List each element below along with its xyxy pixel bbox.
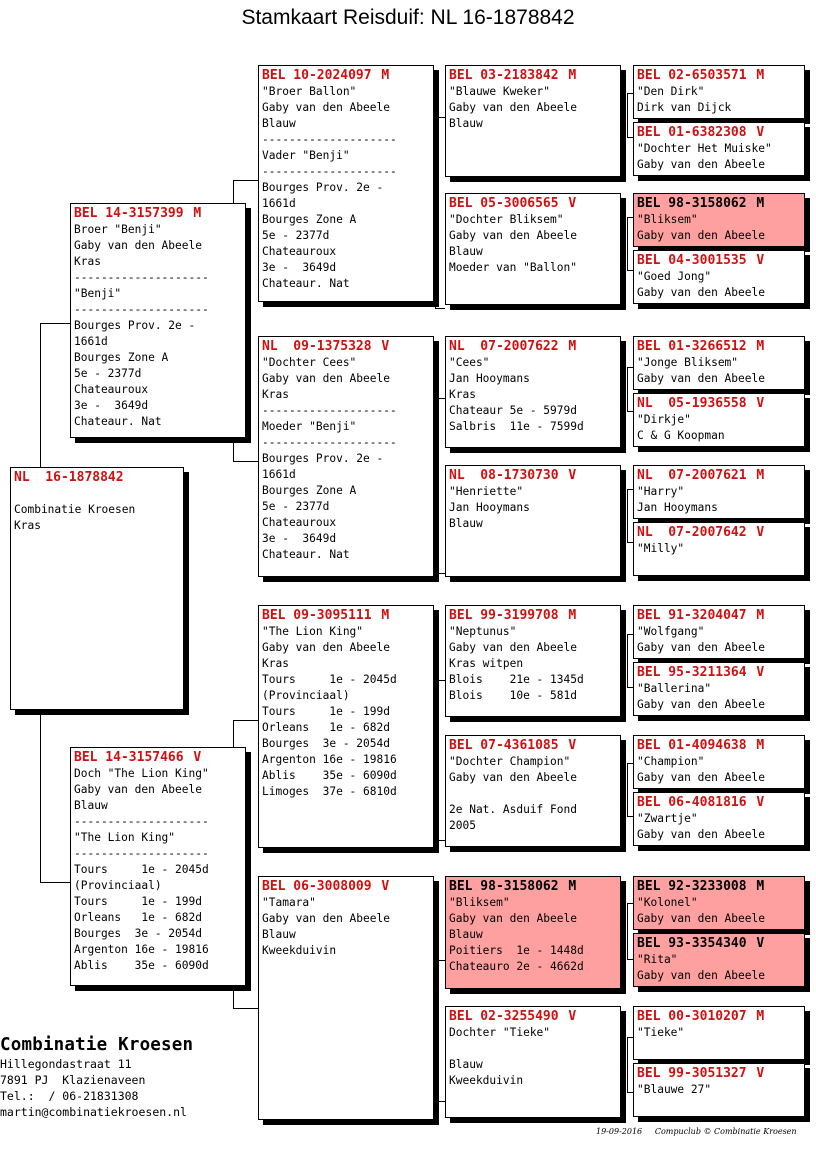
card-line: -------------------- [74, 303, 209, 316]
ring-number [637, 794, 801, 811]
card-line: 2e Nat. Asduif Fond [449, 803, 577, 816]
owner-phone: Tel.: / 06-21831308 [0, 1089, 139, 1103]
card-line: Gaby van den Abeele [637, 828, 765, 841]
connector-line [627, 93, 628, 137]
ring-number-text: BEL 06-3008009 [262, 879, 372, 894]
card-line: Kras [14, 519, 41, 532]
connector-line [435, 573, 445, 574]
card-line: Gaby van den Abeele [637, 158, 765, 171]
card-line: "Broer Ballon" [262, 85, 357, 98]
card-line: Chateaur. Nat [262, 548, 350, 561]
card-line: "Dirkje" [637, 413, 691, 426]
ring-number [449, 607, 617, 624]
ring-number [74, 749, 242, 766]
ring-number [262, 338, 430, 355]
card-line: Bourges Zone A [262, 484, 357, 497]
owner-street: Hillegondastraat 11 [0, 1057, 132, 1071]
card-line: Gaby van den Abeele [449, 101, 577, 114]
pigeon-card-great-great-grandparent [633, 605, 805, 659]
card-line: Orleans 1e - 682d [262, 721, 390, 734]
connector-line [627, 367, 628, 411]
pigeon-card-subject [10, 467, 184, 710]
pigeon-card-great-great-grandparent [633, 65, 805, 119]
card-line: 1661d [262, 197, 296, 210]
ring-number-text: BEL 93-3354340 [637, 936, 747, 951]
sex-marker: V [560, 738, 577, 753]
ring-number-text: BEL 91-3204047 [637, 608, 747, 623]
page-title: Stamkaart Reisduif: NL 16-1878842 [241, 6, 575, 29]
card-line: Tours 1e - 2045d [262, 673, 397, 686]
pigeon-card-great-great-grandparent [633, 122, 805, 176]
connector-line [435, 117, 445, 118]
card-line: -------------------- [74, 815, 209, 828]
pigeon-card-great-great-grandparent [633, 876, 805, 930]
ring-number-text: BEL 01-3266512 [637, 339, 747, 354]
connector-line [435, 680, 436, 840]
card-line: Gaby van den Abeele [262, 101, 390, 114]
card-line: Kras [262, 657, 289, 670]
pigeon-card-great-great-grandparent [633, 1006, 805, 1060]
card-line: "Champion" [637, 755, 705, 768]
sex-marker: V [560, 196, 577, 211]
connector-line [435, 960, 436, 1101]
pigeon-card-great-grandparent [445, 1006, 621, 1118]
card-line: Blauw [262, 928, 296, 941]
card-line: Blauw [449, 928, 483, 941]
card-line: Bourges Prov. 2e - [262, 181, 384, 194]
connector-line [627, 217, 628, 270]
ring-number [449, 195, 617, 212]
card-line: Dirk van Dijck [637, 101, 732, 114]
ring-number [14, 469, 180, 486]
connector-line [233, 461, 258, 462]
card-line: Kras [262, 388, 289, 401]
pigeon-card-great-great-grandparent [633, 193, 805, 247]
card-line: Jan Hooymans [449, 501, 530, 514]
connector-line [627, 763, 628, 816]
card-line: Gaby van den Abeele [637, 286, 765, 299]
connector-line [627, 1037, 628, 1092]
card-line: "Dochter Het Muiske" [637, 142, 772, 155]
ring-number [449, 737, 617, 754]
sex-marker: V [748, 125, 765, 140]
card-line: Gaby van den Abeele [637, 771, 765, 784]
card-line: Bourges 3e - 2054d [262, 737, 390, 750]
card-line: "The Lion King" [262, 625, 364, 638]
pigeon-card-great-grandparent [445, 876, 621, 989]
card-line: -------------------- [262, 404, 397, 417]
ring-number-text: BEL 98-3158062 [637, 196, 747, 211]
ring-number-text: NL 16-1878842 [14, 470, 124, 485]
card-line: Gaby van den Abeele [449, 641, 577, 654]
ring-number [262, 67, 430, 84]
connector-line [233, 720, 234, 747]
card-line: "Neptunus" [449, 625, 517, 638]
connector-line [233, 180, 234, 203]
card-line: Gaby van den Abeele [449, 912, 577, 925]
ring-number [449, 67, 617, 84]
card-line: Combinatie Kroesen [14, 503, 136, 516]
owner-city: 7891 PJ Klazienaveen [0, 1073, 146, 1087]
sex-marker: V [560, 468, 577, 483]
card-line: Limoges 37e - 6810d [262, 785, 397, 798]
ring-number-text: BEL 02-3255490 [449, 1009, 559, 1024]
sex-marker: V [748, 396, 765, 411]
connector-line [40, 710, 41, 882]
card-line: "Milly" [637, 542, 685, 555]
ring-number-text: BEL 05-3006565 [449, 196, 559, 211]
sex-marker: V [748, 253, 765, 268]
card-line: Jan Hooymans [449, 372, 530, 385]
connector-line [627, 634, 628, 687]
pigeon-card-great-great-grandparent [633, 792, 805, 846]
ring-number-text: BEL 92-3233008 [637, 879, 747, 894]
card-line: 5e - 2377d [262, 500, 330, 513]
pigeon-card-great-great-grandparent [633, 1063, 805, 1117]
card-line: "Goed Jong" [637, 270, 712, 283]
connector-line [233, 720, 258, 721]
ring-number-text: BEL 01-6382308 [637, 125, 747, 140]
card-line: "Dochter Cees" [262, 356, 357, 369]
card-line: -------------------- [262, 436, 397, 449]
ring-number [637, 195, 801, 212]
connector-line [435, 960, 445, 961]
card-line: Blois 21e - 1345d [449, 673, 584, 686]
connector-line [40, 323, 41, 470]
card-line: Chateauroux [262, 516, 337, 529]
card-line: Dochter "Tieke" [449, 1026, 551, 1039]
sex-marker: M [185, 206, 202, 221]
card-line: Kweekduivin [262, 944, 337, 957]
sex-marker: M [748, 1009, 765, 1024]
card-line [14, 486, 180, 502]
connector-line [435, 398, 436, 573]
card-line: Kweekduivin [449, 1074, 524, 1087]
card-line: "Ballerina" [637, 682, 712, 695]
sex-marker: V [748, 795, 765, 810]
connector-line [233, 180, 258, 181]
card-line: Kras [449, 388, 476, 401]
card-line: "Wolfgang" [637, 625, 705, 638]
card-line: 2005 [449, 819, 476, 832]
card-line: Bourges Zone A [262, 213, 357, 226]
card-line: Gaby van den Abeele [449, 229, 577, 242]
card-line: 5e - 2377d [74, 367, 142, 380]
pigeon-card-great-grandparent [445, 465, 621, 577]
card-line: Gaby van den Abeele [637, 372, 765, 385]
sex-marker: M [748, 879, 765, 894]
card-line: Chateaur 5e - 5979d [449, 404, 577, 417]
card-line: Bourges Zone A [74, 351, 169, 364]
card-line: Gaby van den Abeele [637, 641, 765, 654]
sex-marker: V [748, 936, 765, 951]
card-line: Gaby van den Abeele [449, 771, 577, 784]
card-line: Poitiers 1e - 1448d [449, 944, 584, 957]
card-line: 3e - 3649d [262, 261, 337, 274]
card-line: Tours 1e - 199d [74, 895, 202, 908]
card-line: Blauw [74, 799, 108, 812]
connector-line [233, 1008, 258, 1009]
pigeon-card-great-great-grandparent [633, 522, 805, 576]
card-line: Argenton 16e - 19816 [74, 943, 209, 956]
sex-marker: M [560, 339, 577, 354]
card-line: Chateauro 2e - 4662d [449, 960, 584, 973]
card-line: "Blauwe Kweker" [449, 85, 551, 98]
card-line: Gaby van den Abeele [637, 229, 765, 242]
card-line: "Tieke" [637, 1026, 685, 1039]
card-line: "Benji" [74, 287, 122, 300]
card-line: "Blauwe 27" [637, 1083, 712, 1096]
pigeon-card-great-grandparent [445, 735, 621, 847]
card-line: "Tamara" [262, 896, 316, 909]
card-line: C & G Koopman [637, 429, 725, 442]
card-line: "Kolonel" [637, 896, 698, 909]
pigeon-card-great-grandparent [445, 193, 621, 305]
ring-number [637, 395, 801, 412]
card-line: Kras [74, 255, 101, 268]
card-line: -------------------- [262, 133, 397, 146]
pigeon-card-great-great-grandparent [633, 662, 805, 716]
card-line: Gaby van den Abeele [262, 912, 390, 925]
card-line: -------------------- [262, 165, 397, 178]
pigeon-card-maternal-grandfather [258, 605, 434, 848]
ring-number-text: BEL 99-3199708 [449, 608, 559, 623]
ring-number-text: BEL 06-4081816 [637, 795, 747, 810]
ring-number-text: NL 08-1730730 [449, 468, 559, 483]
pigeon-card-great-great-grandparent [633, 250, 805, 304]
ring-number-text: NL 09-1375328 [262, 339, 372, 354]
ring-number [262, 878, 430, 895]
ring-number-text: NL 07-2007622 [449, 339, 559, 354]
ring-number [637, 67, 801, 84]
connector-line [233, 438, 234, 461]
ring-number [637, 737, 801, 754]
ring-number [637, 1008, 801, 1025]
card-line: Moeder van "Ballon" [449, 261, 577, 274]
card-line: 3e - 3649d [74, 399, 149, 412]
card-line: Bourges Prov. 2e - [74, 319, 196, 332]
sex-marker: V [560, 1009, 577, 1024]
connector-line [233, 986, 234, 1008]
pigeon-card-paternal-grandfather [258, 65, 434, 302]
ring-number-text: BEL 14-3157399 [74, 206, 184, 221]
card-line: 3e - 3649d [262, 532, 337, 545]
card-line: -------------------- [74, 847, 209, 860]
ring-number [637, 607, 801, 624]
card-line: -------------------- [74, 271, 209, 284]
card-line: Gaby van den Abeele [262, 372, 390, 385]
ring-number-text: NL 07-2007642 [637, 525, 747, 540]
connector-line [435, 840, 445, 841]
card-line: "Dochter Bliksem" [449, 213, 564, 226]
sex-marker: M [560, 879, 577, 894]
ring-number [449, 338, 617, 355]
card-line: "Bliksem" [637, 213, 698, 226]
card-line: Blauw [449, 117, 483, 130]
sex-marker: M [748, 738, 765, 753]
card-line: Kras witpen [449, 657, 524, 670]
ring-number [637, 1065, 801, 1082]
pigeon-card-great-grandparent [445, 605, 621, 717]
ring-number-text: BEL 99-3051327 [637, 1066, 747, 1081]
card-line: Blauw [449, 245, 483, 258]
ring-number [637, 664, 801, 681]
ring-number-text: BEL 09-3095111 [262, 608, 372, 623]
ring-number [637, 124, 801, 141]
ring-number-text: NL 07-2007621 [637, 468, 747, 483]
ring-number [637, 338, 801, 355]
card-line: Salbris 11e - 7599d [449, 420, 584, 433]
sex-marker: M [748, 196, 765, 211]
pigeon-card-father [70, 203, 246, 438]
pigeon-card-great-grandparent [445, 336, 621, 448]
card-line: "Zwartje" [637, 812, 698, 825]
card-line: Tours 1e - 199d [262, 705, 390, 718]
ring-number [74, 205, 242, 222]
ring-number-text: BEL 03-2183842 [449, 68, 559, 83]
sex-marker: V [748, 665, 765, 680]
card-line: 5e - 2377d [262, 229, 330, 242]
card-line: Ablis 35e - 6090d [262, 769, 397, 782]
card-line: Chateauroux [262, 245, 337, 258]
card-line: Gaby van den Abeele [74, 239, 202, 252]
card-line: Blois 10e - 581d [449, 689, 577, 702]
card-line: Vader "Benji" [262, 149, 350, 162]
ring-number-text: BEL 14-3157466 [74, 750, 184, 765]
card-line: Blauw [449, 1058, 483, 1071]
card-line: "Henriette" [449, 485, 524, 498]
footer-credit: 19-09-2016 Compuclub © Combinatie Kroesen [596, 1127, 797, 1136]
card-line: Tours 1e - 2045d [74, 863, 209, 876]
connector-line [435, 1101, 445, 1102]
owner-name: Combinatie Kroesen [0, 1035, 194, 1055]
card-line: Ablis 35e - 6090d [74, 959, 209, 972]
pigeon-card-great-great-grandparent [633, 336, 805, 390]
ring-number [449, 878, 617, 895]
sex-marker: V [373, 879, 390, 894]
sex-marker: M [560, 608, 577, 623]
ring-number [637, 467, 801, 484]
ring-number [637, 878, 801, 895]
card-line: Moeder "Benji" [262, 420, 357, 433]
connector-line [40, 882, 70, 883]
card-line: Jan Hooymans [637, 501, 718, 514]
card-line: Gaby van den Abeele [262, 641, 390, 654]
sex-marker: V [185, 750, 202, 765]
card-line: Gaby van den Abeele [637, 912, 765, 925]
card-line: Doch "The Lion King" [74, 767, 209, 780]
pigeon-card-great-great-grandparent [633, 465, 805, 519]
connector-line [40, 323, 70, 324]
card-line: "Dochter Champion" [449, 755, 571, 768]
connector-line [435, 680, 445, 681]
pigeon-card-great-great-grandparent [633, 735, 805, 789]
ring-number-text: BEL 07-4361085 [449, 738, 559, 753]
ring-number [637, 524, 801, 541]
owner-block [0, 1034, 193, 1120]
pigeon-card-paternal-grandmother [258, 336, 434, 577]
pigeon-card-mother [70, 747, 246, 986]
sex-marker: M [373, 608, 390, 623]
ring-number [637, 935, 801, 952]
pigeon-card-great-great-grandparent [633, 393, 805, 447]
ring-number-text: BEL 01-4094638 [637, 738, 747, 753]
card-line: (Provinciaal) [262, 689, 350, 702]
sex-marker: M [748, 608, 765, 623]
sex-marker: M [748, 339, 765, 354]
owner-email: martin@combinatiekroesen.nl [0, 1105, 187, 1119]
sex-marker: V [748, 525, 765, 540]
ring-number-text: BEL 98-3158062 [449, 879, 559, 894]
card-line: Bourges Prov. 2e - [262, 452, 384, 465]
card-line: Chateaur. Nat [74, 415, 162, 428]
card-line: "Jonge Bliksem" [637, 356, 739, 369]
card-line: (Provinciaal) [74, 879, 162, 892]
pigeon-card-great-grandparent [445, 65, 621, 177]
sex-marker: M [748, 68, 765, 83]
pigeon-card-great-great-grandparent [633, 933, 805, 987]
ring-number-text: BEL 02-6503571 [637, 68, 747, 83]
card-line: Argenton 16e - 19816 [262, 753, 397, 766]
ring-number [449, 467, 617, 484]
ring-number [262, 607, 430, 624]
card-line: Broer "Benji" [74, 223, 162, 236]
sex-marker: V [373, 339, 390, 354]
ring-number [449, 1008, 617, 1025]
sex-marker: V [748, 1066, 765, 1081]
card-line: Gaby van den Abeele [74, 783, 202, 796]
card-line: Chateaur. Nat [262, 277, 350, 290]
connector-line [627, 489, 628, 542]
connector-line [435, 117, 436, 308]
connector-line [435, 308, 445, 309]
card-line: "Cees" [449, 356, 490, 369]
card-line [449, 786, 617, 802]
sex-marker: M [560, 68, 577, 83]
card-line: Orleans 1e - 682d [74, 911, 202, 924]
sex-marker: M [748, 468, 765, 483]
card-line: Gaby van den Abeele [637, 969, 765, 982]
card-line: Blauw [449, 517, 483, 530]
card-line [449, 1041, 617, 1057]
card-line: "Harry" [637, 485, 685, 498]
card-line: "The Lion King" [74, 831, 176, 844]
card-line: "Bliksem" [449, 896, 510, 909]
ring-number [637, 252, 801, 269]
card-line: Bourges 3e - 2054d [74, 927, 202, 940]
card-line: 1661d [74, 335, 108, 348]
ring-number-text: NL 05-1936558 [637, 396, 747, 411]
card-line: "Den Dirk" [637, 85, 705, 98]
connector-line [435, 398, 445, 399]
connector-line [627, 903, 628, 959]
ring-number-text: BEL 04-3001535 [637, 253, 747, 268]
card-line: Gaby van den Abeele [637, 698, 765, 711]
card-line: "Rita" [637, 953, 678, 966]
ring-number-text: BEL 00-3010207 [637, 1009, 747, 1024]
card-line: Chateauroux [74, 383, 149, 396]
ring-number-text: BEL 10-2024097 [262, 68, 372, 83]
ring-number-text: BEL 95-3211364 [637, 665, 747, 680]
card-line: Blauw [262, 117, 296, 130]
sex-marker: M [373, 68, 390, 83]
pigeon-card-maternal-grandmother [258, 876, 434, 1120]
card-line: 1661d [262, 468, 296, 481]
